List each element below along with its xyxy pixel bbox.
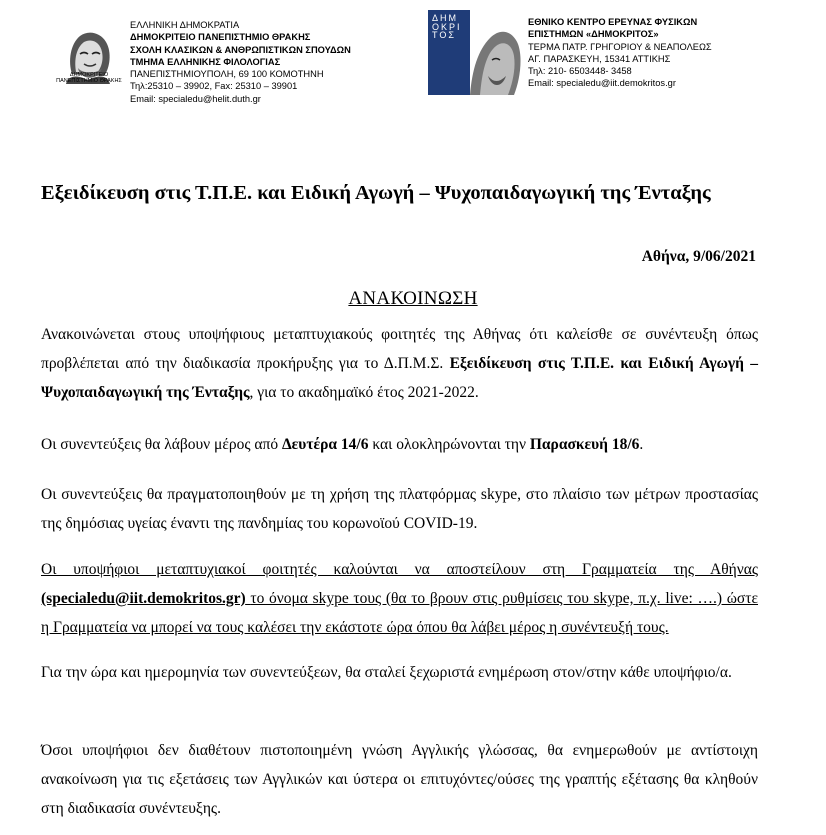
paragraph-4 [41, 555, 758, 642]
header-right-line: ΕΘΝΙΚΟ ΚΕΝΤΡΟ ΕΡΕΥΝΑΣ ΦΥΣΙΚΩΝ [528, 17, 698, 27]
header-left-line: ΕΛΛΗΝΙΚΗ ΔΗΜΟΚΡΑΤΙΑ [130, 20, 240, 30]
logo-caption: ΔΗΜΟΚΡΙΤΕΙΟ ΠΑΝΕΠΙΣΤΗΜΙΟ ΘΡΑΚΗΣ [56, 72, 122, 84]
demokritos-center-logo [428, 10, 523, 95]
p4-text: Οι υποψήφιοι μεταπτυχιακοί φοιτητές καλούνται να αποστείλουν στη Γραμματεία της Αθήνας [41, 561, 758, 578]
document-date: Αθήνα, 9/06/2021 [641, 248, 756, 265]
p2-end-date: Παρασκευή 18/6 [529, 436, 640, 453]
p1-text: Ανακοινώνεται στους υποψήφιους μεταπτυχιακούς φοιτητές της Αθήνας ότι καλείσθε σε συνέντευξη όπως προβλέπεται από την διαδικασία προκήρυξης για το Δ.Π.Μ.Σ. [41, 326, 758, 372]
p2-text: Οι συνεντεύξεις θα λάβουν μέρος από [41, 436, 279, 453]
header-left-line: ΤΜΗΜΑ ΕΛΛΗΝΙΚΗΣ ΦΙΛΟΛΟΓΙΑΣ [130, 56, 281, 67]
header-right-line: ΑΓ. ΠΑΡΑΣΚΕΥΗ, 15341 ΑΤΤΙΚΗΣ [528, 53, 671, 64]
p2-text-mid: και ολοκληρώνονται την [372, 436, 526, 453]
announcement-heading: ΑΝΑΚΟΙΝΩΣΗ [348, 288, 478, 309]
paragraph-2 [41, 430, 758, 459]
header-right-line: Email: specialedu@iit.demokritos.gr [528, 78, 676, 89]
p4-text-end: το όνομα skype τους (θα το βρουν στις ρυθμίσεις του skype, π.χ. live: ….) ώστε η Γραμματεία να μπορεί να τους καλέσει την εκάστοτε ώρα όπου θα λάβει μέρος η συνέντευξή τους. [41, 590, 759, 636]
header-left-line: ΣΧΟΛΗ ΚΛΑΣΙΚΩΝ & ΑΝΘΡΩΠΙΣΤΙΚΩΝ ΣΠΟΥΔΩΝ [130, 44, 351, 55]
header-right-text [528, 16, 712, 90]
demokritos-logo-text: ΔΗΜΟΚΡΙΤΟΣ [432, 13, 462, 41]
paragraph-5: Για την ώρα και ημερομηνία των συνεντεύξεων, θα σταλεί ξεχωριστά ενημέρωση στον/στην κάθε υποψήφιο/α. [41, 664, 732, 681]
header-right-line: Τηλ: 210- 6503448- 3458 [528, 66, 632, 77]
p4-email-link[interactable]: (specialedu@iit.demokritos.gr) [41, 590, 246, 607]
header-left-text [130, 19, 351, 105]
header-left-line: Email: specialedu@helit.duth.gr [130, 93, 261, 104]
paragraph-6: Όσοι υποψήφιοι δεν διαθέτουν πιστοποιημένη γνώση Αγγλικής γλώσσας, θα ενημερωθούν με αντίστοιχη ανακοίνωση για τις εξετάσεις των Αγγλικών και ύστερα οι επιτυχόντες/ούσες της γραπτής εξέτασης θα κληθούν στη διαδικασία συνέντευξης. [41, 742, 758, 817]
header-right-line: ΤΕΡΜΑ ΠΑΤΡ. ΓΡΗΓΟΡΙΟΥ & ΝΕΑΠΟΛΕΩΣ [528, 41, 712, 52]
p1-text-end: , για το ακαδημαϊκό έτος 2021-2022. [249, 384, 479, 401]
header-left-line: Τηλ:25310 – 39902, Fax: 25310 – 39901 [130, 81, 298, 92]
header-right-line: ΕΠΙΣΤΗΜΩΝ «ΔΗΜΟΚΡΙΤΟΣ» [528, 29, 659, 40]
paragraph-1 [41, 320, 758, 407]
document-title: Εξειδίκευση στις Τ.Π.Ε. και Ειδική Αγωγή – Ψυχοπαιδαγωγική της Ένταξης [41, 182, 711, 204]
header-left-line: ΔΗΜΟΚΡΙΤΕΙΟ ΠΑΝΕΠΙΣΤΗΜΙΟ ΘΡΑΚΗΣ [130, 32, 311, 43]
p2-text-end: . [639, 436, 644, 453]
paragraph-3: Οι συνεντεύξεις θα πραγματοποιηθούν με τη χρήση της πλατφόρμας skype, στο πλαίσιο των μέτρων προστασίας της δημόσιας υγείας έναντι της πανδημίας του κορωνοϊού COVID-19. [41, 486, 758, 532]
header-left-line: ΠΑΝΕΠΙΣΤΗΜΙΟΥΠΟΛΗ, 69 100 ΚΟΜΟΤΗΝΗ [130, 69, 324, 80]
p2-start-date: Δευτέρα 14/6 [281, 436, 369, 453]
p1-program-name: Εξειδίκευση στις Τ.Π.Ε. και Ειδική Αγωγή – Ψυχοπαιδαγωγική της Ένταξης [41, 355, 759, 401]
